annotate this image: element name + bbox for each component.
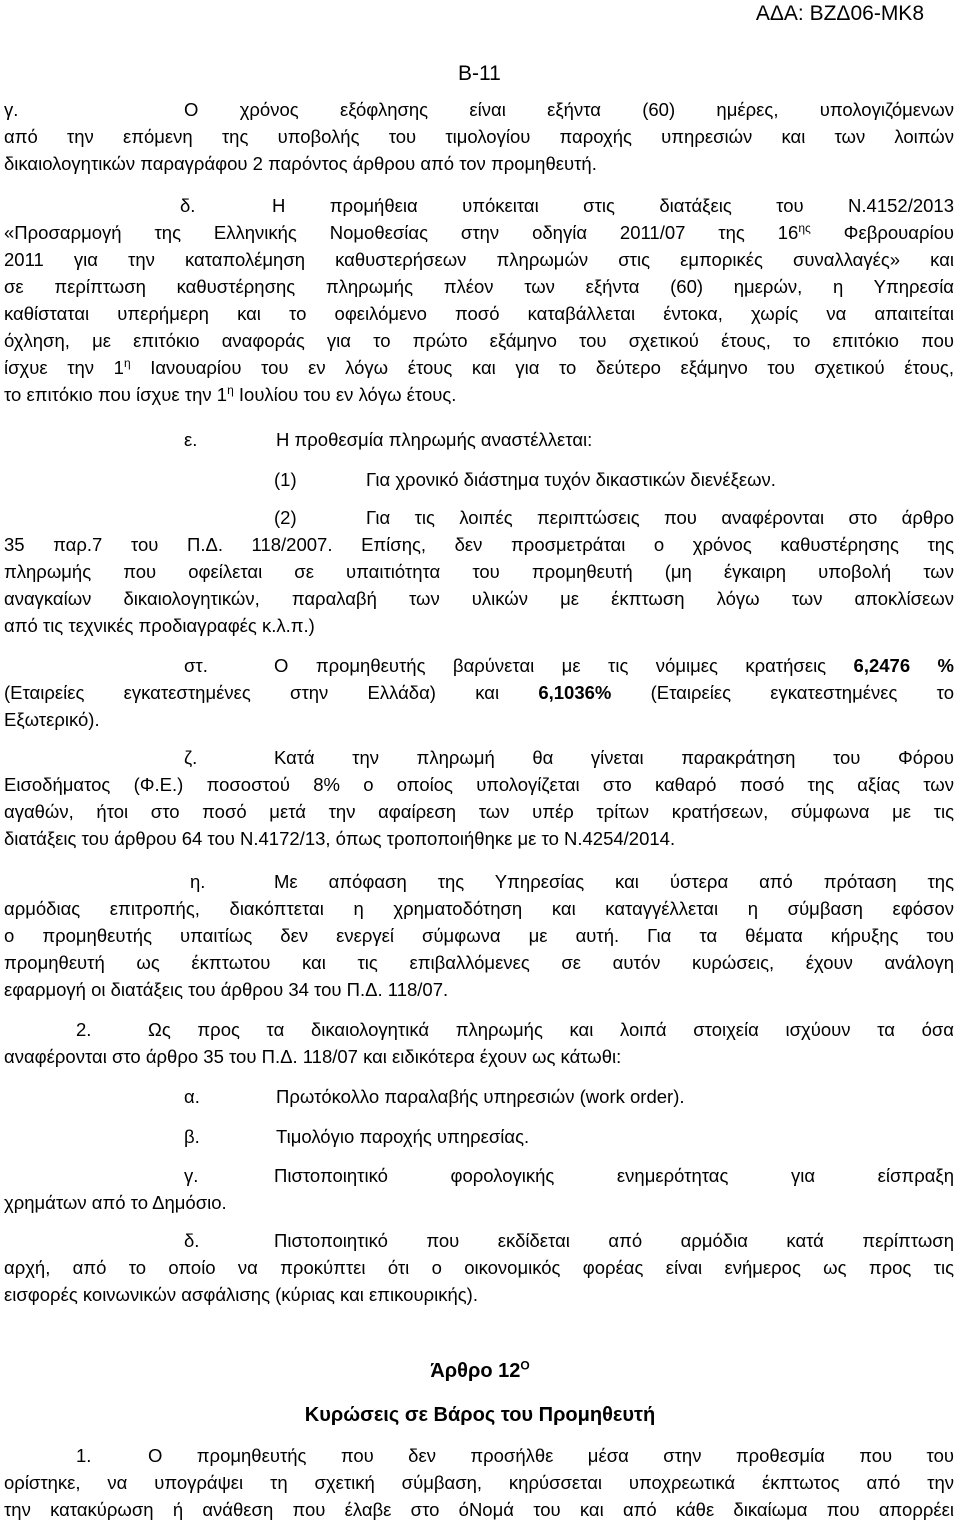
article-title: Άρθρο $12^O$ [430, 1358, 530, 1382]
item-marker: δ. [180, 195, 196, 216]
page-number: Β-11 [458, 62, 501, 85]
paragraph-e-item-2: (2) Για τις λοιπές περιπτώσεις που αναφέρονται στο άρθρο 35 παρ.7 του Π.Δ. 118/2007. Επίσης, δεν προσμετράται ο χρόνος καθυστέρησης της πληρωμής που οφείλεται σε υπαιτιότητα του προμηθευτή (μη έγκαιρη υποβολή των αναγκαίων δικαιολογητικών, παραλαβή των υλικών με έκπτωση λόγω των αποκλίσεων από τις τεχνικές προδιαγραφές κ.λ.π.) [4, 507, 954, 636]
item-marker: ε. [184, 429, 198, 450]
item-marker: 1. [76, 1445, 92, 1466]
item-marker: η. [190, 871, 206, 892]
item-marker: 2. [76, 1019, 92, 1040]
paragraph-e-item-1: (1) Για χρονικό διάστημα τυχόν δικαστικών διενέξεων. [274, 469, 776, 490]
paragraph-g: γ. Ο χρόνος εξόφλησης είναι εξήντα (60) ημέρες, υπολογιζόμενων από την επόμενη της υποβολής του τιμολογίου παροχής υπηρεσιών και των λοιπών δικαιολογητικών παραγράφου 2 παρόντος άρθρου από τον προμηθευτή. [4, 99, 954, 174]
paragraph-2-item-a: α. Πρωτόκολλο παραλαβής υπηρεσιών (work order). [184, 1086, 685, 1107]
paragraph-2-item-d: δ. Πιστοποιητικό που εκδίδεται από αρμόδια κατά περίπτωση αρχή, από το οποίο να προκύπτει ότι ο οικονομικός φορέας είναι ενήμερος ως προς τις εισφορές κοινωνικών ασφάλισης (κύριας και επικουρικής). [4, 1230, 954, 1305]
paragraph-d: δ. Η προμήθεια υπόκειται στις διατάξεις του Ν.4152/2013 «Προσαρμογή της Ελληνικής Νομοθεσίας στην οδηγία 2011/07 της $16^{\eta\varsigma}$ Φεβρουαρίου 2011 για την καταπολέμηση καθυστερήσεων πληρωμών στις εμπορικές συναλλαγές» και σε περίπτωση καθυστέρησης πληρωμής πλέον των εξήντα (60) ημερών, η Υπηρεσία καθίσταται υπερήμερη και το οφειλόμενο ποσό καταβάλλεται έντοκα, χωρίς να απαιτείται όχληση, με επιτόκιο αναφοράς για το πρώτο εξάμηνο του σχετικού έτους, το επιτόκιο που ίσχυε την $1^\eta$ Ιανουαρίου του εν λόγω έτους και για το δεύτερο εξάμηνο του σχετικού έτους, το επιτόκιο που ίσχυε την $1^\eta$ Ιουλίου του εν λόγω έτους. [4, 195, 954, 405]
paragraph-article-1: 1. Ο προμηθευτής που δεν προσήλθε μέσα στην προθεσμία που του ορίστηκε, να υπογράψει τη σχετική σύμβαση, κηρύσσεται υποχρεωτικά έκπτωτος από την την κατακύρωση ή ανάθεση που έλαβε στο όΝομά του και από κάθε δικαίωμα που απορρέει [4, 1442, 954, 1523]
paragraph-st: στ. Ο προμηθευτής βαρύνεται με τις νόμιμες κρατήσεις 6,2476 % (Εταιρείες εγκατεστημένες στην Ελλάδα) και 6,1036% (Εταιρείες εγκατεστημένες το Εξωτερικό). [4, 652, 954, 733]
paragraph-2: 2. Ως προς τα δικαιολογητικά πληρωμής και λοιπά στοιχεία ισχύουν τα όσα αναφέρονται στο άρθρο 35 του Π.Δ. 118/07 και ειδικότερα έχουν ως κάτωθι: [4, 1016, 954, 1070]
paragraph-i: η. Με απόφαση της Υπηρεσίας και ύστερα από πρόταση της αρμόδιας επιτροπής, διακόπτεται η χρηματοδότηση και καταγγέλλεται η σύμβαση εφόσον ο προμηθευτής υπαιτίως δεν ενεργεί σύμφωνα με αυτή. Για τα θέματα κήρυξης του προμηθευτή ως έκπτωτου και τις επιβαλλόμενες σε αυτόν κυρώσεις, έχουν ανάλογη εφαρμογή οι διατάξεις του άρθρου 34 του Π.Δ. 118/07. [4, 868, 954, 1003]
paragraph-2-item-b: β. Τιμολόγιο παροχής υπηρεσίας. [184, 1126, 530, 1147]
paragraph-2-item-g: γ. Πιστοποιητικό φορολογικής ενημερότητας για είσπραξη χρημάτων από το Δημόσιο. [4, 1165, 954, 1213]
item-marker: στ. [184, 655, 208, 676]
article-subtitle: Κυρώσεις σε Βάρος του Προμηθευτή [304, 1404, 656, 1426]
paragraph-z: ζ. Κατά την πληρωμή θα γίνεται παρακράτηση του Φόρου Εισοδήματος (Φ.Ε.) ποσοστού 8% ο οποίος υπολογίζεται στο καθαρό ποσό της αξίας των αγαθών, ήτοι στο ποσό μετά την αφαίρεση των υπέρ τρίτων κρατήσεων, σύμφωνα με τις διατάξεις του άρθρου 64 του Ν.4172/13, όπως τροποποιήθηκε με το Ν.4254/2014. [4, 744, 954, 852]
item-marker: γ. [4, 99, 19, 120]
paragraph-e-intro: ε. Η προθεσμία πληρωμής αναστέλλεται: [184, 426, 592, 453]
item-marker: ζ. [184, 747, 198, 768]
ada-code: ΑΔΑ: ΒΖΔ06-ΜΚ8 [755, 2, 924, 25]
